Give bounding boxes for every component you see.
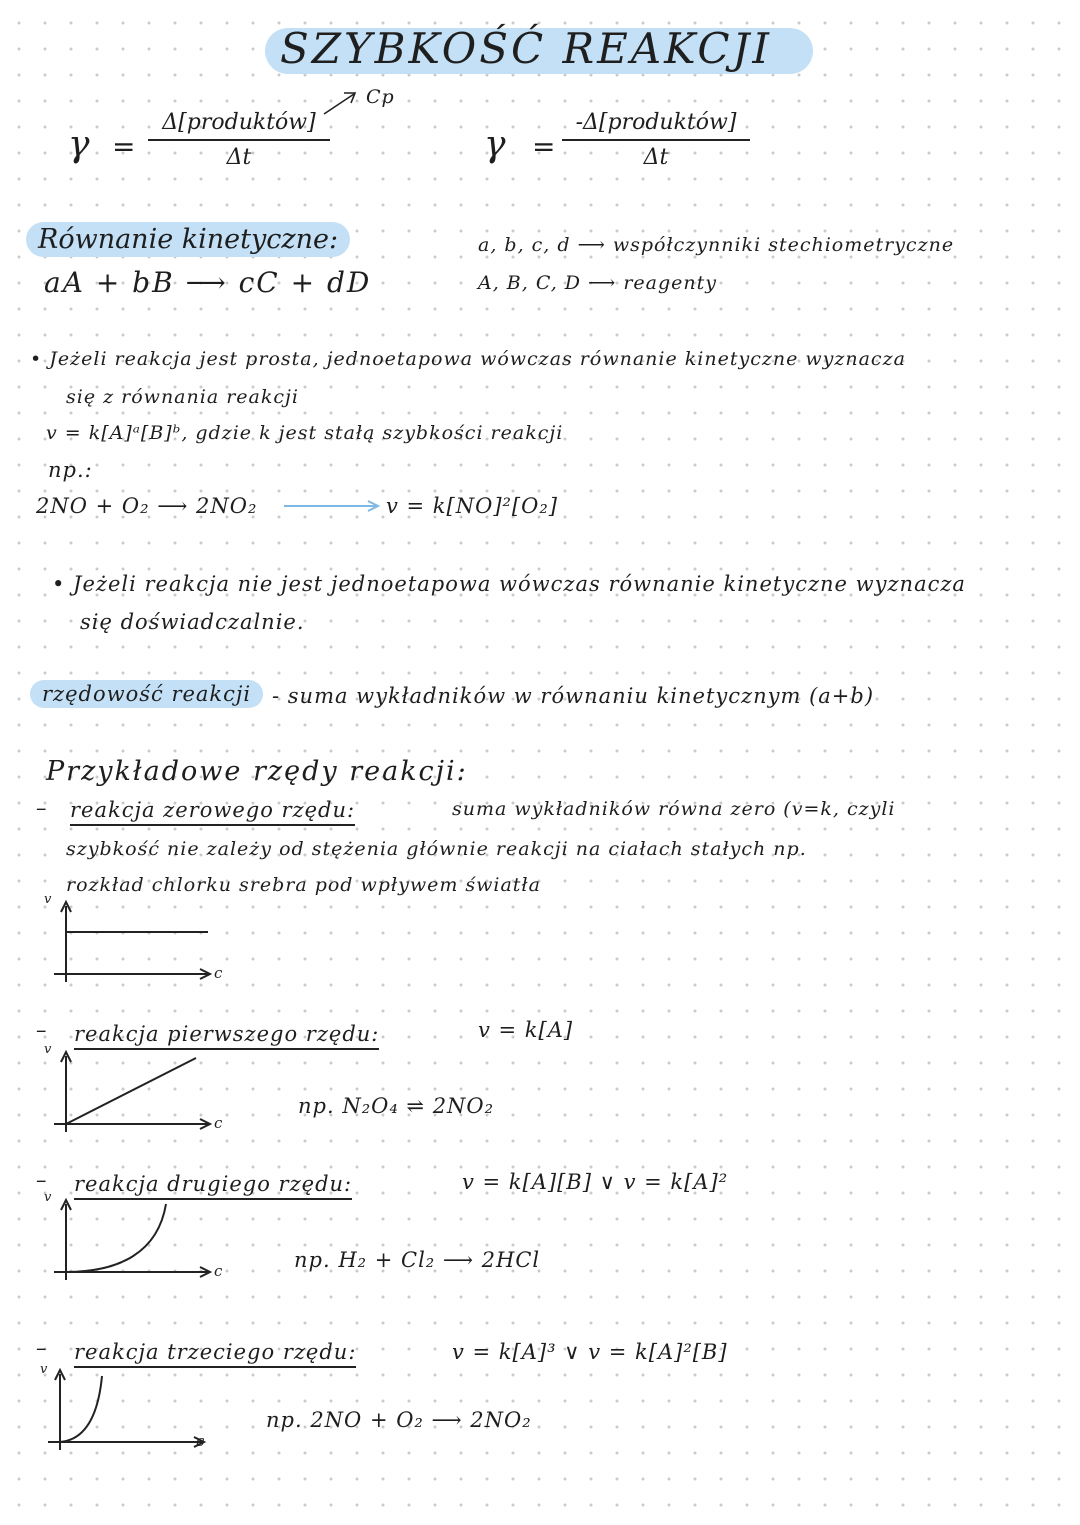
zero-axis-y: v (44, 892, 53, 907)
example-reaction: 2NO + O₂ ⟶ 2NO₂ (36, 494, 258, 518)
kinetic-equation: aA + bB ⟶ cC + dD (44, 266, 372, 299)
rate-symbol-left: γ (68, 124, 90, 165)
fraction-left-numerator: Δ[produktów] (148, 110, 330, 141)
fraction-right (562, 110, 750, 170)
first-order-graph (40, 1048, 240, 1140)
cp-note: Cp (366, 86, 395, 108)
zero-desc-line2: szybkość nie zależy od stężenia głównie reakcji na ciałach stałych np. (66, 838, 807, 860)
zero-desc-line1: suma wykładników równa zero (v=k, czyli (452, 798, 896, 820)
second-axis-y: v (44, 1190, 53, 1205)
np-label: np.: (48, 458, 93, 482)
third-rate: v = k[A]³ ∨ v = k[A]²[B] (452, 1340, 728, 1364)
third-title: reakcja trzeciego rzędu: (74, 1340, 356, 1364)
third-dash: – (36, 1336, 48, 1360)
third-order-curve (60, 1376, 102, 1442)
third-example: np. 2NO + O₂ ⟶ 2NO₂ (266, 1408, 532, 1432)
bullet-simple-line2: się z równania reakcji (66, 386, 299, 408)
third-order-graph (36, 1366, 236, 1458)
zero-order-graph (40, 898, 240, 990)
first-title: reakcja pierwszego rzędu: (74, 1022, 379, 1046)
first-example: np. N₂O₄ ⇌ 2NO₂ (298, 1094, 495, 1118)
zero-axis-x: c (214, 964, 224, 982)
example-rate: v = k[NO]²[O₂] (386, 494, 558, 518)
equals-left: = (112, 130, 136, 163)
third-axis-y: v (40, 1362, 49, 1377)
second-order-curve (66, 1204, 166, 1272)
zero-dash: – (36, 796, 48, 820)
legend-coefficients: a, b, c, d ⟶ współczynniki stechiometryczne (478, 234, 955, 256)
first-axis-y: v (44, 1042, 53, 1057)
second-dash: – (36, 1168, 48, 1192)
fraction-left-denominator: Δt (226, 145, 252, 170)
blue-arrow (284, 500, 384, 512)
rate-symbol-right: γ (484, 124, 506, 165)
second-example: np. H₂ + Cl₂ ⟶ 2HCl (294, 1248, 541, 1272)
zero-desc-line3: rozkład chlorku srebra pod wpływem światła (66, 874, 541, 896)
second-order-graph (40, 1196, 240, 1288)
first-axis-x: c (214, 1114, 224, 1132)
first-dash: – (36, 1018, 48, 1042)
bullet-simple-line1: • Jeżeli reakcja jest prosta, jednoetapowa wówczas równanie kinetyczne wyznacza (30, 348, 906, 370)
cp-arrow (322, 88, 362, 118)
kinetic-heading: Równanie kinetyczne: (26, 224, 350, 255)
second-rate: v = k[A][B] ∨ v = k[A]² (462, 1170, 729, 1194)
zero-title: reakcja zerowego rzędu: (70, 798, 355, 822)
bullet-complex-line1: • Jeżeli reakcja nie jest jednoetapowa wówczas równanie kinetyczne wyznacza (52, 572, 966, 596)
equals-right: = (532, 130, 556, 163)
rate-law: v = k[A]ᵃ[B]ᵇ, gdzie k jest stałą szybkości reakcji (46, 422, 564, 444)
fraction-right-numerator: -Δ[produktów] (562, 110, 750, 141)
first-rate: v = k[A] (478, 1018, 574, 1042)
order-definition: - suma wykładników w równaniu kinetycznym (a+b) (272, 684, 875, 708)
third-axis-x: c (196, 1432, 206, 1450)
order-label: rzędowość reakcji (30, 682, 263, 706)
legend-reagents: A, B, C, D ⟶ reagenty (478, 272, 717, 294)
examples-heading: Przykładowe rzędy reakcji: (46, 756, 468, 787)
first-order-curve (66, 1058, 196, 1124)
second-title: reakcja drugiego rzędu: (74, 1172, 352, 1196)
second-axis-x: c (214, 1262, 224, 1280)
page-title: SZYBKOŚĆ REAKCJI (280, 24, 772, 73)
fraction-right-denominator: Δt (643, 145, 669, 170)
bullet-complex-line2: się doświadczalnie. (80, 610, 305, 634)
fraction-left (148, 110, 330, 170)
